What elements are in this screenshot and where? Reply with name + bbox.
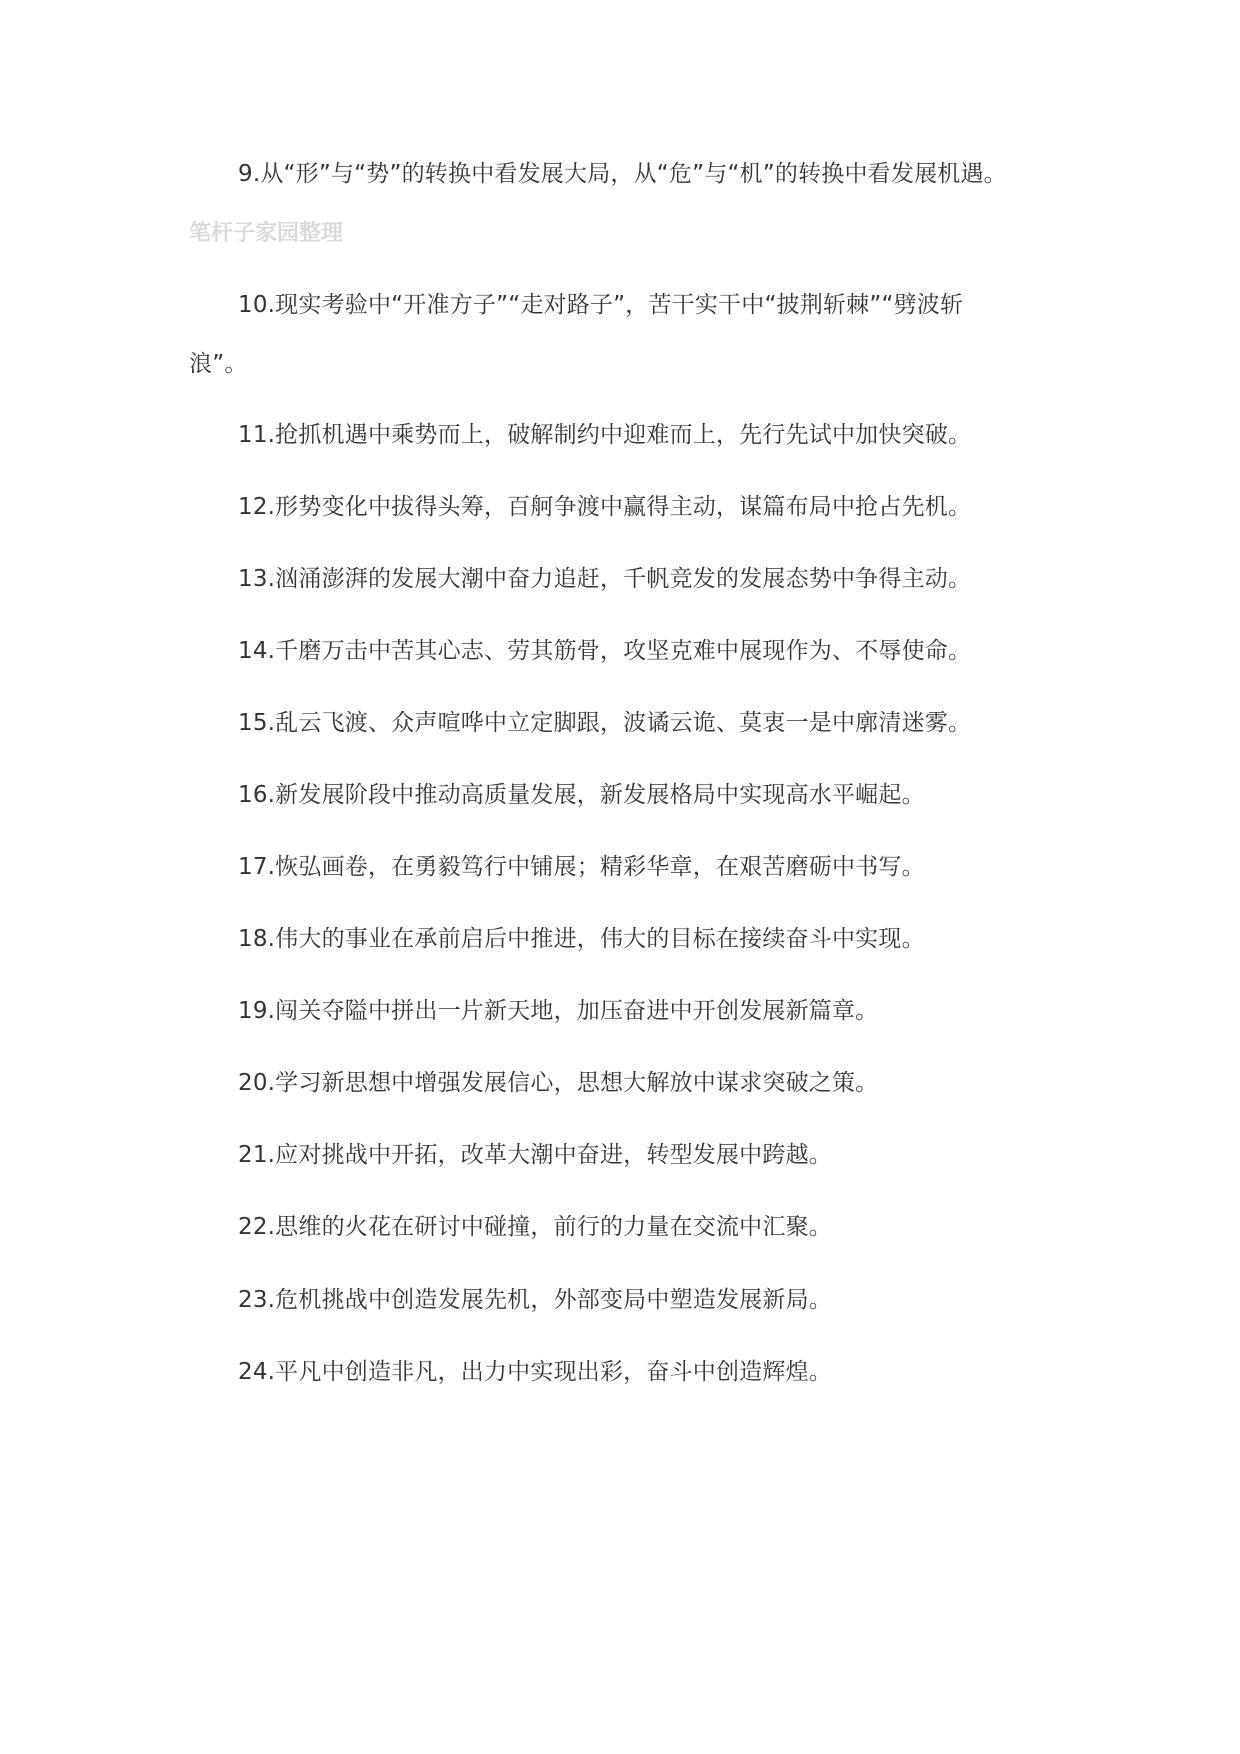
paragraph-19: 19.闯关夺隘中拼出一片新天地，加压奋进中开创发展新篇章。 (238, 998, 879, 1024)
paragraph-11: 11.抢抓机遇中乘势而上，破解制约中迎难而上，先行先试中加快突破。 (238, 422, 972, 448)
paragraph-22: 22.思维的火花在研讨中碰撞，前行的力量在交流中汇聚。 (238, 1214, 832, 1240)
paragraph-12: 12.形势变化中拔得头筹，百舸争渡中赢得主动，谋篇布局中抢占先机。 (238, 494, 972, 520)
paragraph-17: 17.恢弘画卷，在勇毅笃行中铺展；精彩华章，在艰苦磨砺中书写。 (238, 854, 925, 880)
paragraph-24: 24.平凡中创造非凡，出力中实现出彩，奋斗中创造辉煌。 (238, 1359, 832, 1385)
paragraph-14: 14.千磨万击中苦其心志、劳其筋骨，攻坚克难中展现作为、不辱使命。 (238, 638, 972, 664)
watermark-text: 笔杆子家园整理 (189, 221, 344, 246)
paragraph-21: 21.应对挑战中开拓，改革大潮中奋进，转型发展中跨越。 (238, 1142, 832, 1168)
paragraph-20: 20.学习新思想中增强发展信心，思想大解放中谋求突破之策。 (238, 1070, 879, 1096)
paragraph-16: 16.新发展阶段中推动高质量发展，新发展格局中实现高水平崛起。 (238, 782, 925, 808)
paragraph-10: 10.现实考验中“开准方子”“走对路子”，苦干实干中“披荆斩棘”“劈波斩 (238, 292, 964, 318)
paragraph-23: 23.危机挑战中创造发展先机，外部变局中塑造发展新局。 (238, 1287, 832, 1313)
paragraph-9: 9.从“形”与“势”的转换中看发展大局，从“危”与“机”的转换中看发展机遇。 (238, 161, 1007, 187)
paragraph-10-continuation: 浪”。 (189, 351, 248, 377)
paragraph-18: 18.伟大的事业在承前启后中推进，伟大的目标在接续奋斗中实现。 (238, 926, 925, 952)
paragraph-15: 15.乱云飞渡、众声喧哗中立定脚跟，波谲云诡、莫衷一是中廓清迷雾。 (238, 710, 972, 736)
paragraph-13: 13.汹涌澎湃的发展大潮中奋力追赶，千帆竞发的发展态势中争得主动。 (238, 566, 972, 592)
